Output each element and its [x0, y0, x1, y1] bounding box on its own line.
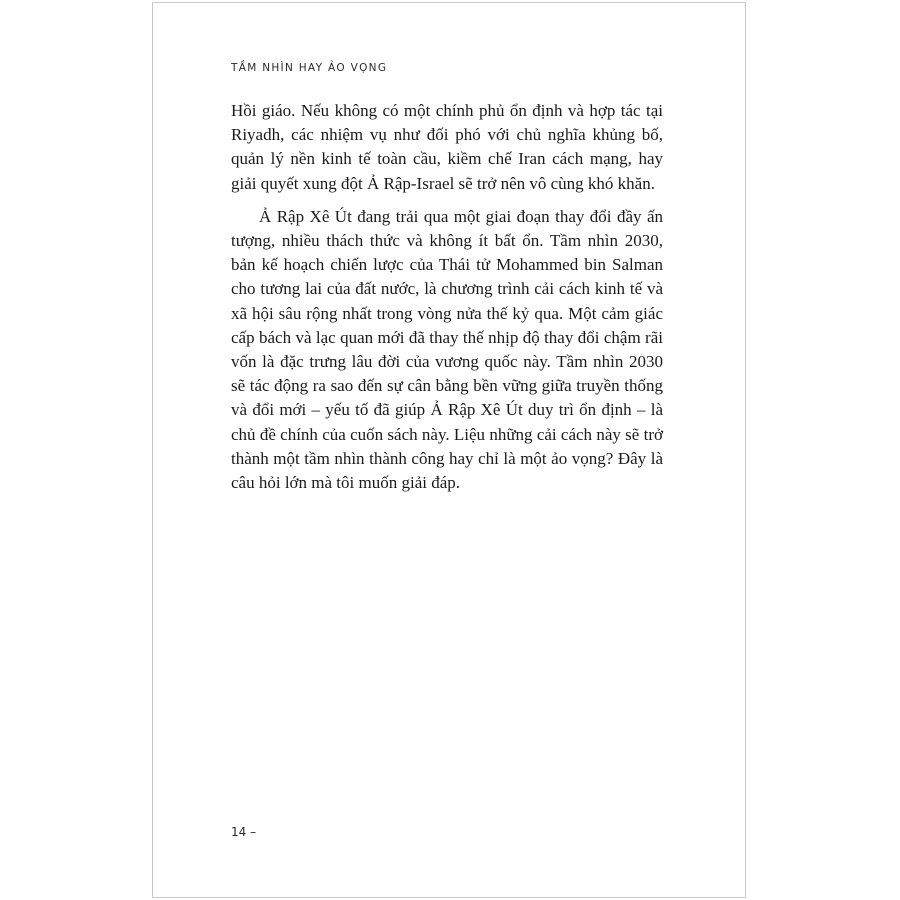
- paragraph-main: Ả Rập Xê Út đang trải qua một giai đoạn thay đổi đầy ấn tượng, nhiều thách thức và không ít bất ổn. Tầm nhìn 2030, bản kế hoạch chiến lược của Thái tử Mohammed bin Salman cho tương lai của đất nước, là chương trình cải cách kinh tế và xã hội sâu rộng nhất trong vòng nửa thế kỷ qua. Một cảm giác cấp bách và lạc quan mới đã thay thế nhịp độ thay đổi chậm rãi vốn là đặc trưng lâu đời của vương quốc này. Tầm nhìn 2030 sẽ tác động ra sao đến sự cân bằng bền vững giữa truyền thống và đổi mới – yếu tố đã giúp Ả Rập Xê Út duy trì ổn định – là chủ đề chính của cuốn sách này. Liệu những cải cách này sẽ trở thành một tầm nhìn thành công hay chỉ là một ảo vọng? Đây là câu hỏi lớn mà tôi muốn giải đáp.: [231, 206, 663, 493]
- running-head: TẦM NHÌN HAY ẢO VỌNG: [231, 62, 388, 74]
- page-number: 14 –: [231, 825, 257, 839]
- book-page: [152, 2, 746, 898]
- body-text: [231, 99, 663, 495]
- paragraph-continuation: Hồi giáo. Nếu không có một chính phủ ổn định và hợp tác tại Riyadh, các nhiệm vụ như đối phó với chủ nghĩa khủng bố, quản lý nền kinh tế toàn cầu, kiềm chế Iran cách mạng, hay giải quyết xung đột Ả Rập-Israel sẽ trở nên vô cùng khó khăn.: [231, 101, 663, 193]
